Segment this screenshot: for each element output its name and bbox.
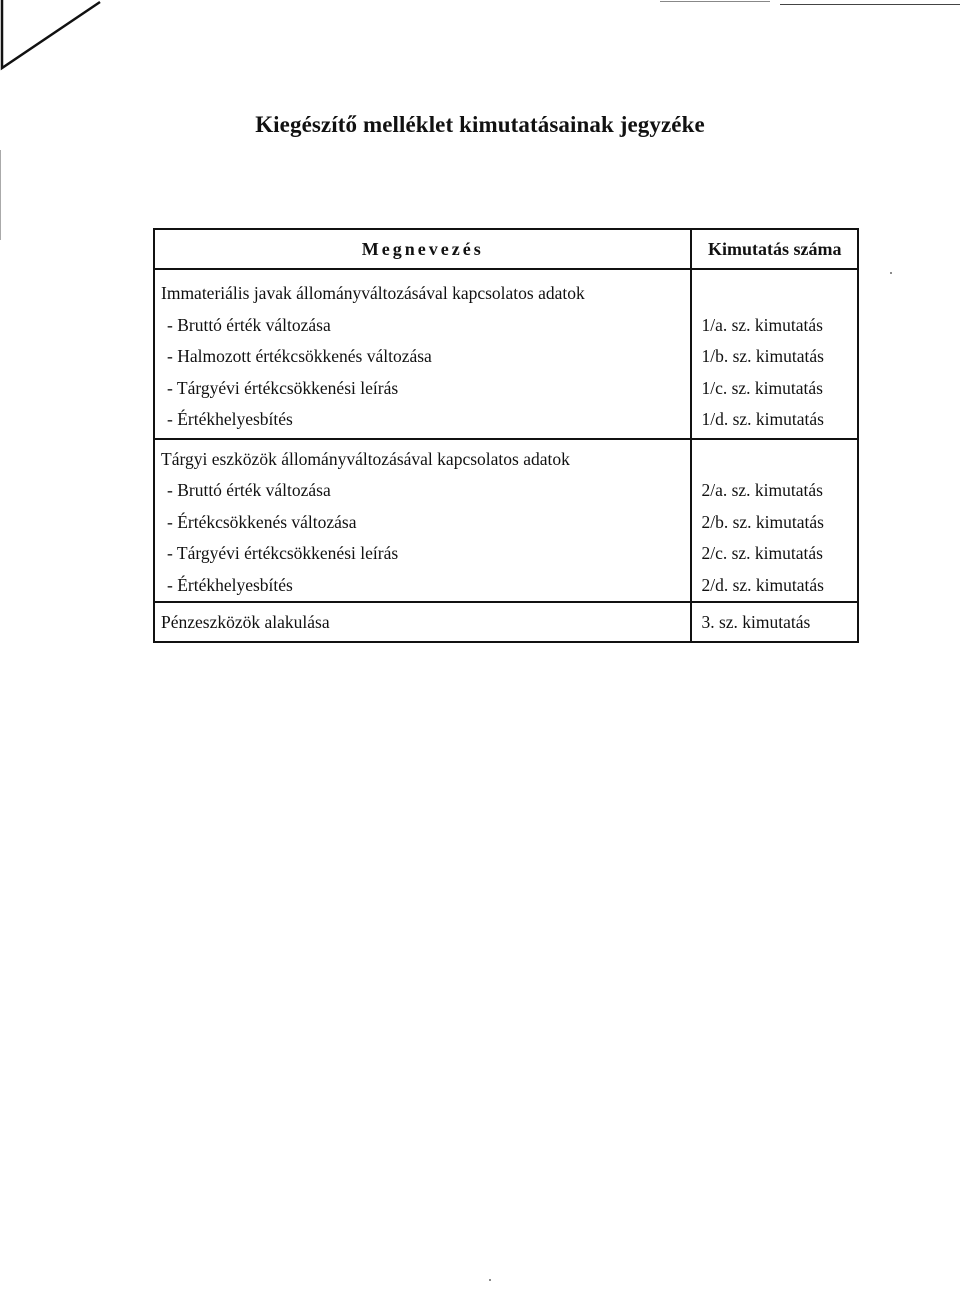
item-name: - Halmozott értékcsökkenés változása [167, 346, 432, 366]
item-name: - Értékcsökkenés változása [167, 511, 357, 532]
corner-scan-mark [0, 0, 120, 80]
group-heading: Tárgyi eszközök állományváltozásával kapcsolatos adatok [161, 448, 570, 469]
group-heading: Pénzeszközök alakulása [161, 612, 330, 632]
item-number: 2/a. sz. kimutatás [701, 480, 823, 500]
item-number: 1/c. sz. kimutatás [701, 377, 823, 398]
item-number: 2/d. sz. kimutatás [701, 574, 824, 595]
item-name: - Értékhelyesbítés [167, 409, 293, 429]
table-header-row [154, 229, 858, 269]
group-name-cell [154, 602, 691, 642]
group-name-cell [154, 439, 691, 603]
item-number: 1/b. sz. kimutatás [701, 346, 824, 366]
group-number-cell [691, 269, 858, 439]
statement-list-table [153, 228, 859, 643]
item-name: - Tárgyévi értékcsökkenési leírás [167, 377, 399, 398]
scan-edge-line [660, 1, 770, 2]
item-name: - Értékhelyesbítés [167, 574, 293, 595]
group-number-cell [691, 602, 858, 642]
document-title: Kiegészítő melléklet kimutatásainak jegyzéke [255, 112, 705, 137]
group-heading-number [692, 444, 857, 476]
table-row [154, 602, 858, 642]
group-heading-number: 3. sz. kimutatás [701, 612, 811, 632]
group-name-cell [154, 269, 691, 439]
item-name: - Bruttó érték változása [167, 480, 331, 500]
item-number: 2/b. sz. kimutatás [701, 511, 824, 532]
group-heading: Immateriális javak állományváltozásával kapcsolatos adatok [161, 283, 585, 303]
item-number: 1/d. sz. kimutatás [701, 409, 824, 429]
item-name: - Tárgyévi értékcsökkenési leírás [167, 543, 399, 563]
item-number: 2/c. sz. kimutatás [701, 543, 823, 563]
column-header-number: Kimutatás száma [691, 229, 858, 269]
table-row [154, 269, 858, 439]
table-row [154, 439, 858, 603]
item-number: 1/a. sz. kimutatás [701, 314, 823, 335]
column-header-name: Megnevezés [154, 229, 691, 269]
item-name: - Bruttó érték változása [167, 314, 331, 335]
group-heading-number [692, 278, 857, 310]
scan-speck [489, 1279, 491, 1281]
scan-edge-line [0, 150, 1, 240]
group-number-cell [691, 439, 858, 603]
scan-speck [890, 272, 892, 274]
scan-edge-line [780, 4, 960, 5]
